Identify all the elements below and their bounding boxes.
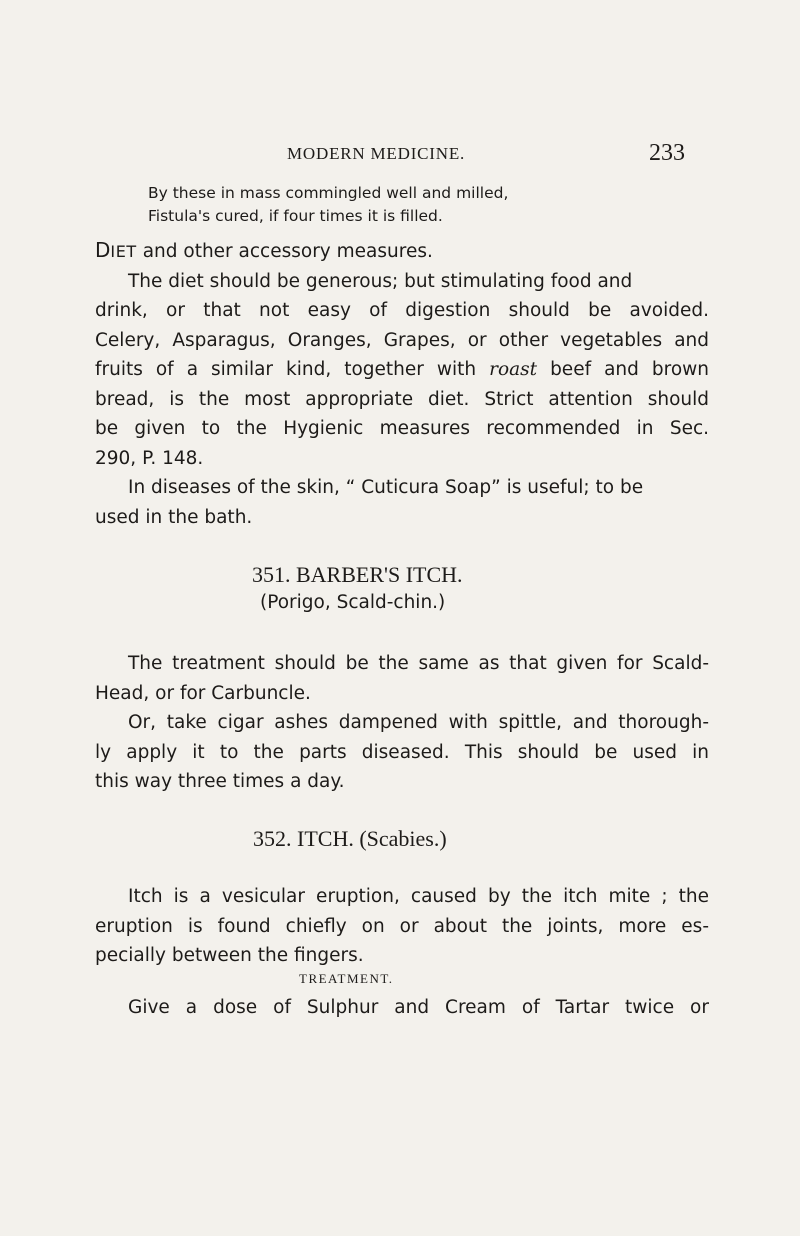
diet-lead-cap: D	[95, 238, 111, 262]
text-run: fruits of a similar kind, together with	[95, 359, 490, 380]
text-run: beef and brown	[537, 359, 709, 380]
page-header	[95, 140, 685, 170]
section-heading-352: 352. ITCH. (Scabies.)	[253, 826, 447, 851]
running-head: MODERN MEDICINE.	[287, 144, 466, 163]
paragraph-line: Give a dose of Sulphur and Cream of Tartar twice or	[128, 997, 709, 1018]
paragraph-line: The diet should be generous; but stimulating food and	[128, 270, 633, 292]
paragraph-line: pecially between the fingers.	[95, 945, 364, 966]
section-352-body	[95, 882, 715, 971]
verse-line: Fistula's cured, if four times it is filled.	[148, 207, 443, 225]
treatment-body	[95, 993, 715, 1023]
paragraph-line: used in the bath.	[95, 506, 253, 528]
diet-lead-small: IET	[110, 242, 137, 261]
emphasis-text: roast	[489, 359, 538, 380]
section-351-body	[95, 649, 715, 797]
page-number: 233	[649, 140, 685, 166]
paragraph-line	[95, 355, 709, 385]
paragraph-line: Celery, Asparagus, Oranges, Grapes, or other vegetables and	[95, 329, 709, 351]
verse-line: By these in mass commingled well and milled,	[148, 184, 509, 202]
paragraph-line: Itch is a vesicular eruption, caused by the itch mite ; the	[128, 886, 709, 907]
section-heading-351: 351. BARBER'S ITCH.	[252, 562, 463, 587]
section-subheading-351: (Porigo, Scald-chin.)	[260, 592, 446, 613]
diet-lead-rest: and other accessory measures.	[136, 241, 433, 262]
verse	[148, 182, 508, 228]
paragraph-line: Head, or for Carbuncle.	[95, 682, 311, 704]
paragraph-line: 290, P. 148.	[95, 447, 204, 469]
paragraph-line: Or, take cigar ashes dampened with spittle, and thorough-	[128, 712, 709, 733]
paragraph-line: this way three times a day.	[95, 771, 345, 792]
paragraph-line: In diseases of the skin, “ Cuticura Soap” is useful; to be	[128, 477, 644, 498]
treatment-heading: TREATMENT.	[299, 971, 394, 986]
paragraph-line: bread, is the most appropriate diet. Strict attention should	[95, 388, 709, 410]
diet-lead-line	[95, 236, 715, 267]
paragraph-line: drink, or that not easy of digestion should be avoided.	[95, 300, 709, 321]
paragraph-line: ly apply it to the parts diseased. This should be used in	[95, 741, 709, 763]
diet-section	[95, 236, 715, 532]
paragraph-line: eruption is found chiefly on or about the joints, more es-	[95, 915, 709, 937]
paragraph-line: be given to the Hygienic measures recommended in Sec.	[95, 418, 709, 439]
paragraph-line: The treatment should be the same as that given for Scald-	[128, 653, 709, 674]
